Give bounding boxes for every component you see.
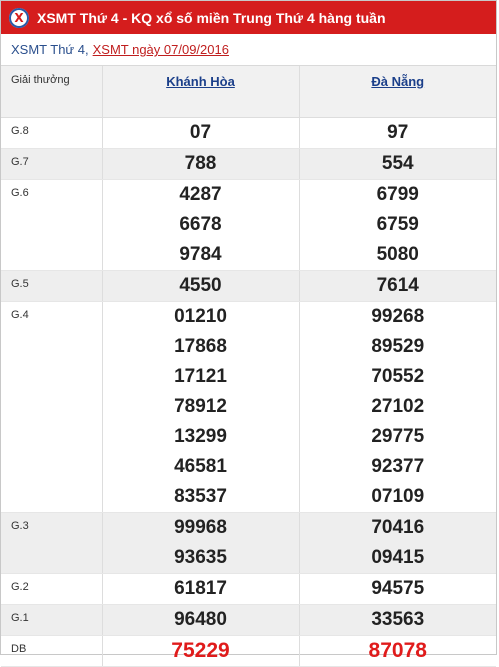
lottery-number: 61817 (174, 578, 227, 599)
lottery-number: 70416 (371, 517, 425, 538)
lottery-number: 89529 (371, 336, 425, 357)
lottery-number: 7614 (376, 275, 419, 296)
breadcrumb (1, 34, 496, 66)
prize-row (1, 574, 496, 605)
prize-label: G.6 (1, 180, 102, 271)
prize-row (1, 118, 496, 149)
prize-row (1, 513, 496, 574)
lottery-number: 01210 (174, 306, 227, 327)
lottery-number: 78912 (174, 396, 227, 417)
lottery-number: 27102 (371, 396, 425, 417)
prize-numbers-a (102, 302, 299, 513)
col-header-province-a[interactable]: Khánh Hòa (102, 66, 299, 118)
lottery-number: 93635 (174, 547, 227, 568)
col-header-province-b[interactable]: Đà Nẵng (299, 66, 496, 118)
prize-numbers-a (102, 605, 299, 636)
lottery-number: 46581 (174, 456, 227, 477)
prize-numbers-a (102, 636, 299, 667)
lottery-number: 4287 (179, 184, 222, 205)
prize-numbers-b (299, 605, 496, 636)
prize-row (1, 636, 496, 667)
lottery-number: 4550 (179, 275, 222, 296)
prize-numbers-b (299, 180, 496, 271)
panel-title: XSMT Thứ 4 - KQ xổ số miền Trung Thứ 4 hàng tuần (37, 9, 386, 26)
prize-row (1, 302, 496, 513)
prize-numbers-a (102, 149, 299, 180)
lottery-number: 07 (189, 122, 212, 143)
lottery-number: 99268 (371, 306, 425, 327)
prize-numbers-a (102, 574, 299, 605)
lottery-number: 5080 (376, 244, 419, 265)
prize-numbers-b (299, 149, 496, 180)
prize-row (1, 149, 496, 180)
logo-icon: X (9, 8, 29, 28)
prize-numbers-b (299, 118, 496, 149)
lottery-number: 6759 (376, 214, 419, 235)
lottery-number: 554 (381, 153, 414, 174)
prize-numbers-b (299, 271, 496, 302)
prize-label: G.1 (1, 605, 102, 636)
lottery-number: 6678 (179, 214, 222, 235)
lottery-number: 33563 (371, 609, 425, 630)
lottery-number: 92377 (371, 456, 425, 477)
lottery-number: 96480 (174, 609, 227, 630)
prize-numbers-a (102, 118, 299, 149)
prize-label: G.2 (1, 574, 102, 605)
lottery-number: 13299 (174, 426, 227, 447)
prize-row (1, 605, 496, 636)
prize-numbers-a (102, 180, 299, 271)
lottery-number: 07109 (371, 486, 425, 507)
prize-numbers-b (299, 302, 496, 513)
prize-label: G.5 (1, 271, 102, 302)
prize-row (1, 271, 496, 302)
lottery-number: 94575 (371, 578, 425, 599)
panel-header (1, 1, 496, 34)
lottery-number: 83537 (174, 486, 227, 507)
lottery-number: 99968 (174, 517, 227, 538)
lottery-number: 09415 (371, 547, 425, 568)
breadcrumb-separator: , (84, 42, 89, 57)
prize-numbers-b (299, 636, 496, 667)
lottery-number: 70552 (371, 366, 425, 387)
lottery-number: 6799 (376, 184, 419, 205)
lottery-number: 17121 (174, 366, 227, 387)
col-header-prize: Giải thưởng (1, 66, 102, 118)
lottery-number: 17868 (174, 336, 227, 357)
prize-numbers-b (299, 574, 496, 605)
prize-row (1, 180, 496, 271)
lottery-number: 788 (184, 153, 217, 174)
lottery-number: 97 (387, 122, 409, 143)
prize-numbers-a (102, 513, 299, 574)
prize-label: DB (1, 636, 102, 667)
lottery-number: 87078 (368, 639, 427, 662)
lottery-number: 9784 (179, 244, 222, 265)
link-xsmt-thu-4[interactable]: XSMT Thứ 4 (11, 42, 85, 57)
lottery-number: 75229 (171, 639, 230, 662)
prize-label: G.3 (1, 513, 102, 574)
prize-label: G.7 (1, 149, 102, 180)
results-table (1, 66, 496, 667)
lottery-number: 29775 (371, 426, 425, 447)
link-xsmt-date[interactable]: XSMT ngày 07/09/2016 (92, 42, 229, 57)
prize-label: G.4 (1, 302, 102, 513)
prize-numbers-a (102, 271, 299, 302)
prize-numbers-b (299, 513, 496, 574)
prize-label: G.8 (1, 118, 102, 149)
